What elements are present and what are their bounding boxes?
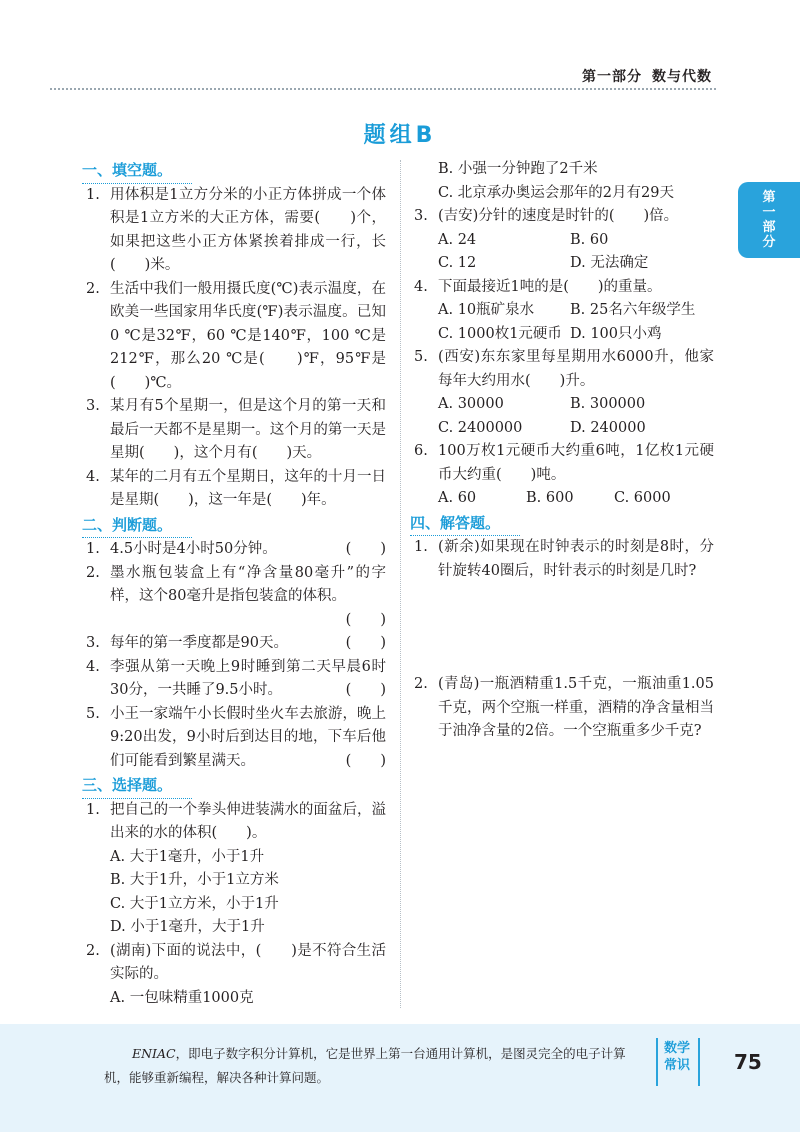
choice-question: 3. (吉安)分针的速度是时针的( )倍。 xyxy=(414,208,679,224)
choice-option-row: C. 1000枚1元硬币 D. 100只小鸡 xyxy=(438,325,662,342)
answer-question: 2. (青岛)一瓶酒精重1.5千克，一瓶油重1.05千克，两个空瓶一样重，酒精的净含量相当于油净含量的2倍。一个空瓶重多少千克? xyxy=(414,676,714,739)
footer-tag: 数学常识 xyxy=(664,1041,691,1073)
section-fill-heading: 一、填空题。 xyxy=(82,159,192,183)
choice-option-row: C. 12 D. 无法确定 xyxy=(438,255,649,271)
judge-question: 4. 李强从第一天晚上9时睡到第二天早晨6时30分，一共睡了9.5小时。 ( ) xyxy=(86,656,386,703)
running-header xyxy=(572,66,712,86)
judge-question: 5. 小王一家端午小长假时坐火车去旅游，晚上9:20出发，9小时后到达目的地，下车后他们可能看到繁星满天。 ( ) xyxy=(86,703,386,774)
right-column xyxy=(410,158,714,744)
fill-question: 2. 生活中我们一般用摄氏度(℃)表示温度，在欧美一些国家用华氏度(℉)表示温度。已知0 ℃是32℉，60 ℃是140℉，100 ℃是212℉，那么20 ℃是( )℉，95℉是( )℃。 xyxy=(86,280,386,391)
choice-question: 2. (湖南)下面的说法中，( )是不符合生活实际的。 xyxy=(86,942,386,982)
answer-space xyxy=(414,583,714,673)
choice-option-row: C. 2400000 D. 240000 xyxy=(438,419,646,436)
choice-option: C. 北京承办奥运会那年的2月有29天 xyxy=(438,184,674,201)
page-number: 75 xyxy=(734,1050,762,1074)
choice-question: 1. 把自己的一个拳头伸进装满水的面盆后，溢出来的水的体积( )。 xyxy=(86,801,386,841)
side-tab: 第一部分 xyxy=(738,182,800,258)
footer-divider xyxy=(698,1038,700,1086)
choice-option-row: A. 60 B. 600 C. 6000 xyxy=(438,490,671,506)
choice-option-row: A. 30000 B. 300000 xyxy=(438,396,646,412)
column-divider xyxy=(400,160,401,1008)
section-choice-heading: 三、选择题。 xyxy=(82,774,192,798)
footer-divider xyxy=(656,1038,658,1086)
answer-paren: ( ) xyxy=(345,752,386,769)
choice-option-row: A. 10瓶矿泉水 B. 25名六年级学生 xyxy=(438,302,696,318)
fill-question: 4. 某年的二月有五个星期日，这年的十月一日是星期( )，这一年是( )年。 xyxy=(86,468,386,508)
answer-paren: ( ) xyxy=(345,635,386,651)
fill-question: 1. 用体积是1立方分米的小正方体拼成一个体积是1立方米的大正方体，需要( )个，如果把这些小正方体紧挨着排成一行，长( )米。 xyxy=(86,186,386,273)
footer-note: ENIAC，即电子数字积分计算机，它是世界上第一台通用计算机，是图灵完全的电子计算 机，能够重新编程，解决各种计算问题。 xyxy=(104,1046,626,1085)
section-judge-heading: 二、判断题。 xyxy=(82,514,192,538)
answer-paren: ( ) xyxy=(345,682,386,698)
section-answer-heading: 四、解答题。 xyxy=(410,512,520,536)
judge-question: 1. 4.5小时是4小时50分钟。 ( ) xyxy=(86,538,386,562)
choice-option: D. 小于1毫升，大于1升 xyxy=(110,919,265,935)
left-column xyxy=(82,158,386,1010)
header-part: 第一部分 xyxy=(582,69,642,85)
choice-option: C. 大于1立方米，小于1升 xyxy=(110,895,279,912)
choice-question: 6. 100万枚1元硬币大约重6吨，1亿枚1元硬币大约重( )吨。 xyxy=(414,443,714,483)
header-subject: 数与代数 xyxy=(652,69,712,85)
choice-option: B. 大于1升，小于1立方米 xyxy=(110,872,279,888)
choice-question: 5. (西安)东东家里每星期用水6000升，他家每年大约用水( )升。 xyxy=(414,349,714,389)
answer-paren: ( ) xyxy=(345,611,386,628)
choice-option: B. 小强一分钟跑了2千米 xyxy=(438,161,598,177)
answer-question: 1. (新余)如果现在时钟表示的时刻是8时，分针旋转40圈后，时针表示的时刻是几时? xyxy=(414,539,714,579)
answer-paren: ( ) xyxy=(345,541,386,557)
header-divider xyxy=(50,88,716,90)
judge-question: 3. 每年的第一季度都是90天。 ( ) xyxy=(86,632,386,656)
fill-question: 3. 某月有5个星期一，但是这个月的第一天和最后一天都不是星期一。这个月的第一天是星期( )，这个月有( )天。 xyxy=(86,398,386,461)
choice-question: 4. 下面最接近1吨的是( )的重量。 xyxy=(414,278,662,295)
page-title: 题组B xyxy=(363,123,437,148)
footer-term: ENIAC xyxy=(132,1046,176,1061)
choice-option: A. 一包味精重1000克 xyxy=(110,989,254,1006)
judge-question: 2. 墨水瓶包装盒上有“净含量80毫升”的字样，这个80毫升是指包装盒的体积。 ( ) xyxy=(86,562,386,633)
choice-option-row: A. 24 B. 60 xyxy=(438,231,609,248)
footer-band xyxy=(0,1024,800,1132)
choice-option: A. 大于1毫升，小于1升 xyxy=(110,848,265,865)
